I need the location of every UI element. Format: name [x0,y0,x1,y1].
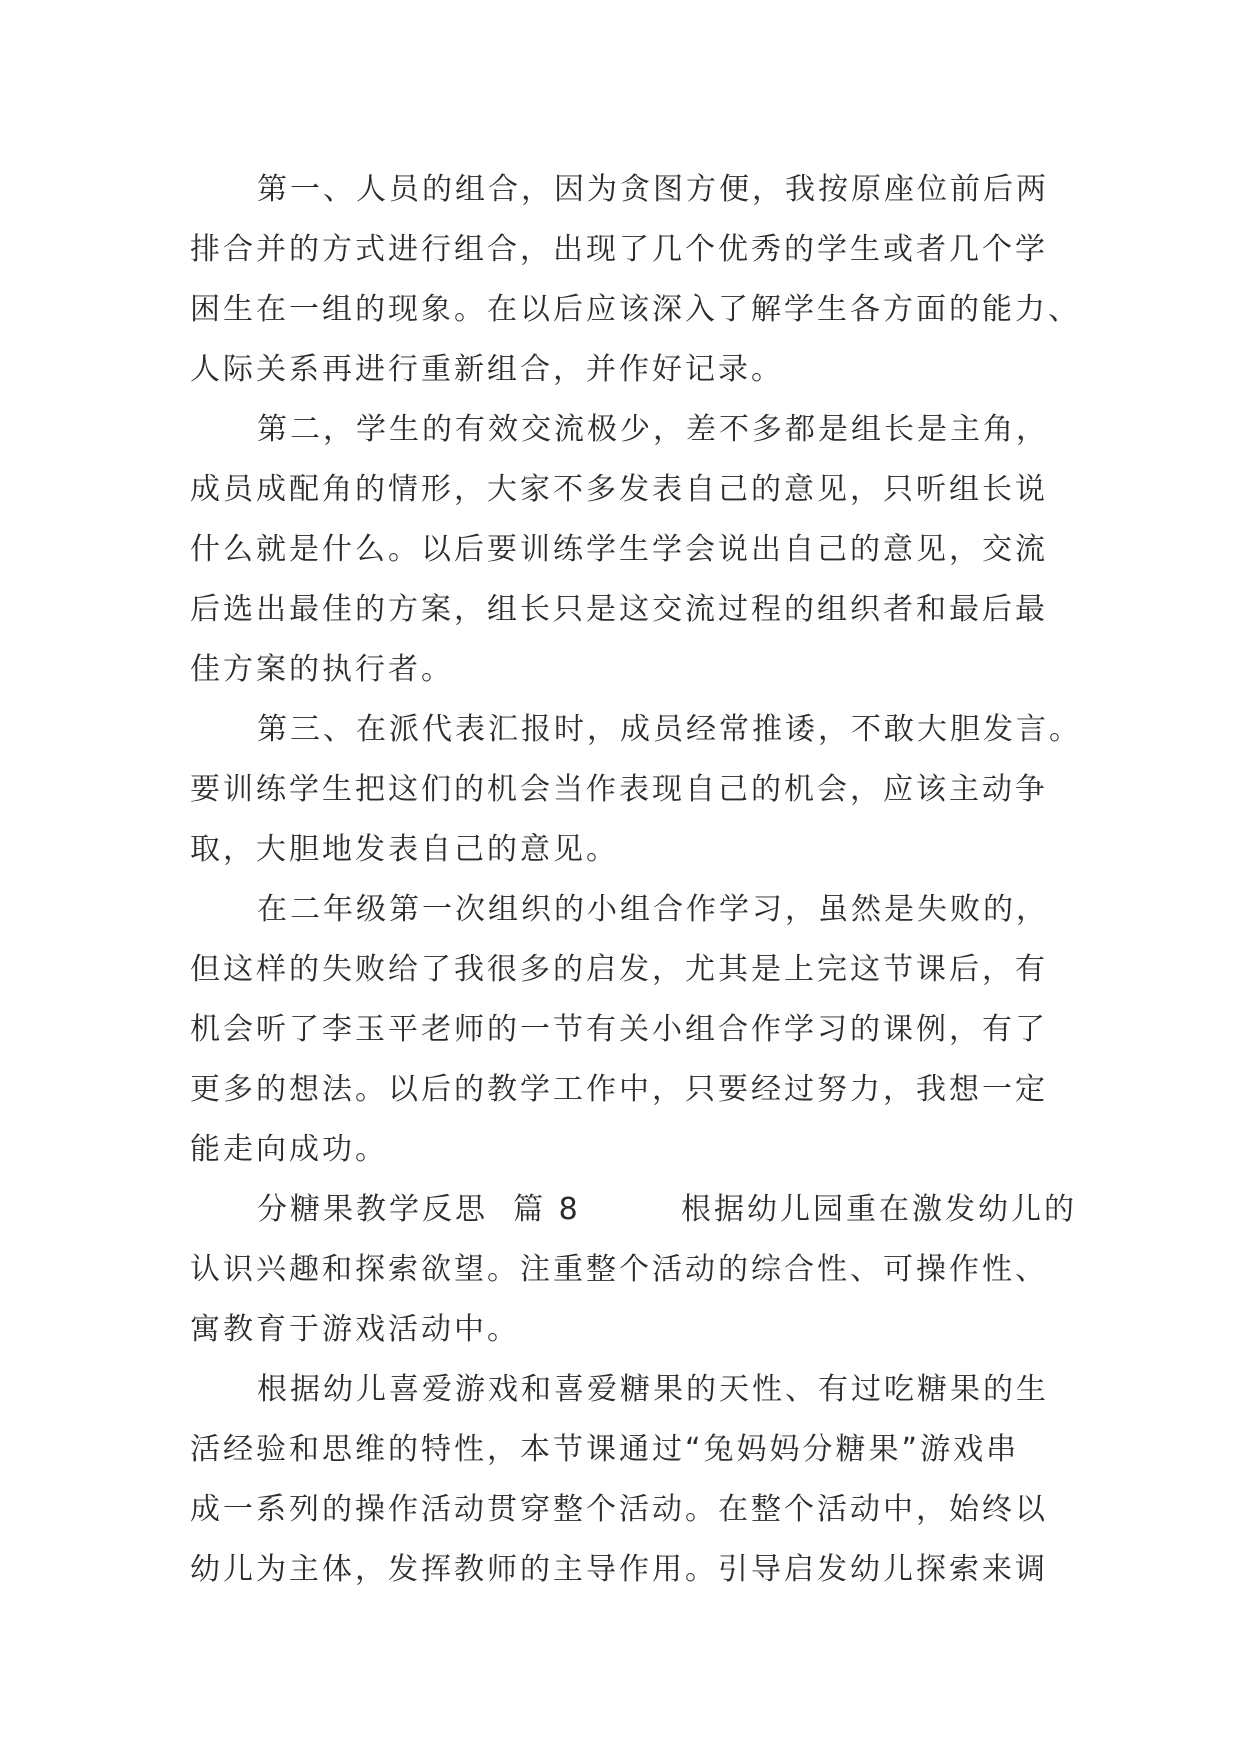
paragraph-6-line-3: 成一系列的操作活动贯穿整个活动。在整个活动中，始终以 [190,1492,1048,1527]
paragraph-4-line-5: 能走向成功。 [190,1132,388,1167]
paragraph-1-line-3: 困生在一组的现象。在以后应该深入了解学生各方面的能力、 [190,292,1081,327]
paragraph-5-line-2: 认识兴趣和探索欲望。注重整个活动的综合性、可操作性、 [190,1252,1048,1287]
paragraph-1-line-1: 第一、人员的组合，因为贪图方便，我按原座位前后两 [257,172,1049,207]
paragraph-5-line-3: 寓教育于游戏活动中。 [190,1312,520,1347]
document-body [190,160,1090,1600]
paragraph-6-line-2: 活经验和思维的特性，本节课通过“兔妈妈分糖果”游戏串 [190,1432,1020,1467]
paragraph-4-line-1: 在二年级第一次组织的小组合作学习，虽然是失败的， [257,892,1049,927]
paragraph-1-line-2: 排合并的方式进行组合，出现了几个优秀的学生或者几个学 [190,232,1048,267]
paragraph-4-line-4: 更多的想法。以后的教学工作中，只要经过努力，我想一定 [190,1072,1048,1107]
paragraph-2-line-5: 佳方案的执行者。 [190,652,454,687]
paragraph-2-line-2: 成员成配角的情形，大家不多发表自己的意见，只听组长说 [190,472,1048,507]
paragraph-4-line-3: 机会听了李玉平老师的一节有关小组合作学习的课例，有了 [190,1012,1048,1047]
paragraph-1-line-4: 人际关系再进行重新组合，并作好记录。 [190,352,784,387]
paragraph-4-line-2: 但这样的失败给了我很多的启发，尤其是上完这节课后，有 [190,952,1048,987]
paragraph-3-line-3: 取，大胆地发表自己的意见。 [190,832,619,867]
paragraph-6-line-1: 根据幼儿喜爱游戏和喜爱糖果的天性、有过吃糖果的生 [257,1372,1049,1407]
paragraph-2-line-1: 第二，学生的有效交流极少，差不多都是组长是主角， [257,412,1049,447]
paragraph-3-line-1: 第三、在派代表汇报时，成员经常推诿，不敢大胆发言。 [257,712,1082,747]
paragraph-5-line-1: 分糖果教学反思 篇 8 根据幼儿园重在激发幼儿的 [257,1192,1077,1227]
paragraph-2-line-3: 什么就是什么。以后要训练学生学会说出自己的意见，交流 [190,532,1048,567]
paragraph-6-line-4: 幼儿为主体，发挥教师的主导作用。引导启发幼儿探索来调 [190,1552,1048,1587]
paragraph-3-line-2: 要训练学生把这们的机会当作表现自己的机会，应该主动争 [190,772,1048,807]
paragraph-2-line-4: 后选出最佳的方案，组长只是这交流过程的组织者和最后最 [190,592,1048,627]
